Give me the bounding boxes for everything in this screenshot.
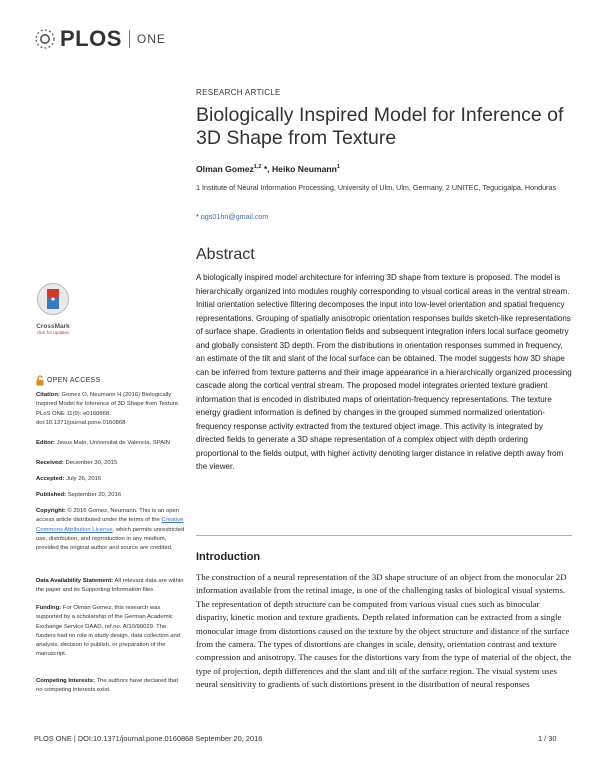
editor-block bbox=[36, 439, 186, 448]
corresponding-mark: *, bbox=[261, 164, 272, 174]
published-label: Published: bbox=[36, 492, 67, 498]
citation-text: Gomez O, Neumann H (2016) Biologically Inspired Model for Inference of 3D Shape from Texture. PLoS ONE 11(9): e0160868. doi:10.1371/journal.pone.0160868 bbox=[36, 392, 180, 426]
email-prefix: * bbox=[196, 212, 201, 221]
paper-title: Biologically Inspired Model for Inference of 3D Shape from Texture bbox=[196, 104, 564, 149]
received-date: December 30, 2015 bbox=[63, 460, 118, 466]
data-availability-text: All relevant data are within the paper and its Supporting Information files. bbox=[36, 578, 184, 594]
copyright-label: Copyright: bbox=[36, 508, 66, 514]
accepted-block bbox=[36, 475, 186, 484]
page-number: 1 / 30 bbox=[538, 734, 557, 743]
crossmark-icon bbox=[36, 282, 70, 316]
affiliations: 1 Institute of Neural Information Processing, University of Ulm, Ulm, Germany, 2 UNITEC, Tegucigalpa, Honduras bbox=[196, 183, 557, 192]
open-access-label: OPEN ACCESS bbox=[47, 377, 101, 384]
author-name[interactable]: Olman Gomez bbox=[196, 164, 254, 174]
footer-citation: PLOS ONE | DOI:10.1371/journal.pone.0160868 September 20, 2016 bbox=[34, 734, 263, 743]
accepted-date: July 26, 2016 bbox=[64, 476, 102, 482]
crossmark-sublabel: click for updates bbox=[36, 330, 70, 335]
accepted-label: Accepted: bbox=[36, 476, 65, 482]
citation-block bbox=[36, 391, 186, 428]
author-name[interactable]: Heiko Neumann bbox=[271, 164, 337, 174]
editor-label: Editor: bbox=[36, 440, 55, 446]
copyright-block bbox=[36, 507, 186, 553]
logo-text: PLOS bbox=[60, 26, 122, 51]
abstract-heading: Abstract bbox=[196, 246, 255, 263]
introduction-heading: Introduction bbox=[196, 551, 261, 563]
license-link[interactable]: Creative Commons Attribution License bbox=[36, 517, 184, 533]
citation-label: Citation: bbox=[36, 392, 60, 398]
data-availability-label: Data Availability Statement: bbox=[36, 578, 114, 584]
published-date: September 20, 2016 bbox=[66, 492, 122, 498]
competing-interests-label: Competing Interests: bbox=[36, 678, 95, 684]
open-access-badge bbox=[36, 375, 100, 386]
crossmark-badge[interactable] bbox=[36, 282, 70, 335]
competing-interests-text: The authors have declared that no competing interests exist. bbox=[36, 678, 178, 694]
open-lock-icon bbox=[36, 375, 44, 386]
article-type: RESEARCH ARTICLE bbox=[196, 88, 281, 97]
logo-divider bbox=[129, 30, 130, 48]
funding-label: Funding: bbox=[36, 605, 62, 611]
funding-text: For Olman Gomez, this research was supported by a scholarship of the German Academic Exchange Service DAAD, ref.no. A/10/90029. The funders had no role in study design, data collection and analysis, decision to publish, or preparation of the manuscript. bbox=[36, 605, 181, 658]
journal-logo[interactable] bbox=[34, 24, 166, 54]
author-affiliation-mark: 1 bbox=[336, 164, 340, 171]
introduction-text: The construction of a neural representation of the 3D shape structure of an object from the monocular 2D information available from the retinal image, is one of the challenging tasks of biological visual systems. The representation of depth structure can be computed from various visual cues such as binocular disparity, kinetic motion and texture gradients. Depth related information can be extracted from a single monocular image from distortions caused on the texture by the object structure and distance of the surface from the camera. The types of distortions are changes in scale, density, orientation contrast and texture compression and anisotropy. The causes for the distortions vary from the type of material of the object, the type of projection, depth differences and the slant and tilt of the surface region. The visual system uses neural sensitivity to gradients of such distortions present in the distribution of neural responses bbox=[196, 572, 572, 690]
received-block bbox=[36, 459, 186, 468]
competing-interests-block bbox=[36, 677, 186, 696]
corresponding-email bbox=[196, 212, 268, 221]
abstract-text: A biologically inspired model architecture for inferring 3D shape from texture is proposed. The model is hierarchically organized into modules roughly corresponding to visual cortical areas in the ventral stream. Initial orientation selective filtering decomposes the input into low-level orientation and spatial frequency representations. Grouping of spatially anisotropic orientation responses builds sketch-like representations of surface shape. Gradients in orientation fields and subsequent integration infers local surface geometry and globally consistent 3D depth. From the distributions in orientation responses summed in frequency, an estimate of the tilt and slant of the local surface can be obtained. The model suggests how 3D shape can be inferred from texture patterns and their image appearance in a hierarchically organized processing cascade along the cortical ventral stream. The proposed model integrates oriented texture gradient information that is encoded in distributed maps of orientation-frequency representations. The texture energy gradient information is defined by changes in the grouped summed normalized orientation-frequency response activity extracted from the textured object image. This activity is integrated by directed fields to generate a 3D shape representation of a complex object with depth ordering proportional to the fields output, with higher activity denoting larger distance in relative depth away from the viewer. bbox=[196, 273, 572, 471]
crossmark-label: CrossMark bbox=[36, 323, 70, 330]
author-affiliation-mark: 1,2 bbox=[253, 164, 262, 171]
plos-logo-icon bbox=[34, 28, 56, 50]
funding-block bbox=[36, 604, 186, 660]
logo-suffix: ONE bbox=[136, 32, 166, 46]
editor-text: Jesus Malo, Universitat de Valencia, SPAIN bbox=[54, 440, 171, 446]
published-block bbox=[36, 491, 186, 500]
section-divider bbox=[196, 535, 572, 536]
data-availability-block bbox=[36, 577, 186, 596]
received-label: Received: bbox=[36, 460, 64, 466]
copyright-text: © 2016 Gomez, Neumann. This is an open access article distributed under the terms of the bbox=[36, 508, 180, 524]
author-list bbox=[196, 164, 340, 174]
email-link[interactable]: ogs01hn@gmail.com bbox=[200, 212, 269, 221]
copyright-text-end: , which permits unrestricted use, distribution, and reproduction in any medium, provided the original author and source are credited. bbox=[36, 526, 185, 552]
